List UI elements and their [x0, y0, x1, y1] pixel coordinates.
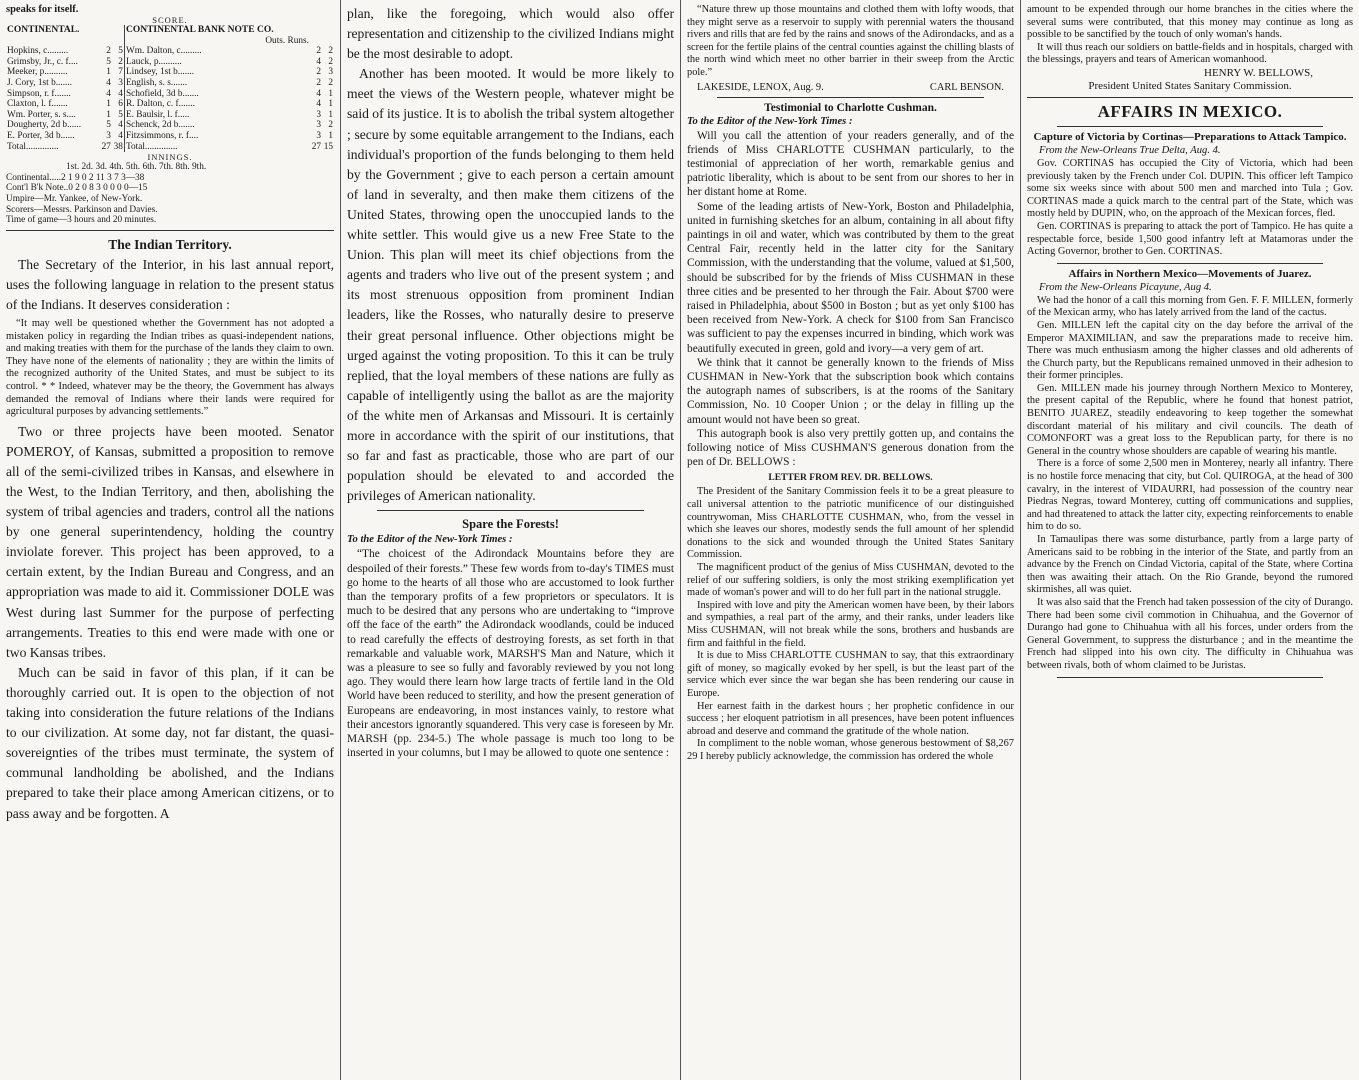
box-score-row	[6, 110, 334, 121]
letter-subhead: LETTER FROM REV. DR. BELLOWS.	[768, 473, 933, 484]
player-stat: 5	[118, 46, 123, 57]
player-stat: 4	[106, 88, 111, 99]
player-name: Dougherty, 2d b......	[7, 120, 82, 131]
divider	[1057, 677, 1323, 678]
article-paragraph: In Tamaulipas there was some disturbance, partly from a large party of Americans said to be robbing in the interior of the State, and partly from an advance by the French on Cindad Victoria, capital of the State, where Cortina then was awaiting their attach. On the Rio Grande, beyond the rumored skirmishes, all was quiet.	[1027, 534, 1353, 596]
innings-team-a: Continental.....2 1 9 0 2 11 3 7 3—38	[6, 172, 145, 183]
signature-name: CARL BENSON.	[929, 81, 1004, 93]
article-paragraph: Some of the leading artists of New-York, Boston and Philadelphia, united in furnishing sketches for an album, containing in all about fifty paintings in oil and water, which was contributed by them to the great Central Fair, recently held in the latter city for the Sanitary Commission, with the understanding that the volume, valued at $1,500, should be subscribed for by the friends of Miss CUSHMAN in these three cities and be presented to her through the Fair. About $700 were raised in Philadelphia, about $500 in Boston ; but as yet only $100 has been received from New-York. A check for $100 from San Francisco was sufficient to pay the expenses incurred in binding, which work was beautifully executed in green, gold and ivory—a very gem of art.	[687, 200, 1014, 355]
article-paragraph: Will you call the attention of your readers generally, and of the friends of Miss CHARLOTTE CUSHMAN particularly, to the testimonial of appreciation of her worth, remarkable genius and patriotic liberality, which is about to be sent from our shores to her in her distant home at Rome.	[687, 129, 1014, 199]
letter-paragraph: In compliment to the noble woman, whose generous bestowment of $8,267 29 I hereby publicly acknowledge, the commission has ordered the whole	[687, 738, 1014, 762]
article-paragraph: We think that it cannot be generally known to the friends of Miss CUSHMAN in New-York that the subscription book which contains the autograph names of subscribers, is at the rooms of the Sanitary Commission, No. 10 Cooper Union ; or the delay in filling up the amount would not have been so great.	[687, 356, 1014, 426]
article-paragraph: Two or three projects have been mooted. Senator POMEROY, of Kansas, submitted a proposition to remove all of the semi-civilized tribes in Kansas, and elsewhere in the West, to the Indian Territory, and then, abolishing the system of tribal agencies and traders, control all the nations by one general superintendency, holding the country inviolate forever. This project has been approved, to a certain extent, by the Indian Bureau and Congress, and an appropriation was made to aid it. Commissioner DOLE was West during last Summer for the purpose of perfecting arrangements. Treaties to this end were made with one or two Kansas tribes.	[6, 423, 334, 660]
letter-paragraph: The magnificent product of the genius of Miss CUSHMAN, devoted to the relief of our suffering soldiers, is only the most striking exemplification yet made of woman's power and will to do her full part in the national struggle.	[687, 562, 1014, 599]
player-stat: 1	[328, 130, 333, 141]
player-name: Wm. Porter, s. s....	[7, 109, 76, 120]
article-paragraph: Gov. CORTINAS has occupied the City of Victoria, which had been previously taken by the French under Col. DUPIN. This officer left Tampico some six weeks since with about 500 men and marched into Tula ; Gov. CORTINAS made a quick march to the central part of the State, which was mostly held by DUPIN, who, on the approach of the Mexican forces, fled.	[1027, 157, 1353, 220]
player-stat: 4	[118, 130, 123, 141]
article-paragraph: We had the honor of a call this morning from Gen. F. F. MILLEN, formerly of the Mexican army, who has lately arrived from the land of the cactus.	[1027, 294, 1353, 319]
box-score-row	[6, 46, 334, 57]
marsh-quote: “Nature threw up those mountains and clothed them with lofty woods, that they might serve as a reservoir to supply with perennial waters the thousand rivers and rills that are fed by the rains and snows of the Adirondacks, and as a screen for the fertile plains of the central counties against the chilling blasts of the north wind which meet no other barrier in their sweep from the Arctic pole.”	[687, 4, 1014, 78]
player-stat: 5	[118, 109, 123, 120]
player-name: English, s. s.......	[124, 78, 310, 89]
player-stat: 2	[328, 46, 333, 57]
player-stat: 4	[316, 88, 321, 99]
letter-paragraph: “The choicest of the Adirondack Mountains before they are despoiled of their forests.” These few words from to-day's TIMES must go home to the hearts of all those who are accustomed to look further than the temporary profits of a few proprietors or speculators. It is much to be desired that any persons who are undertaking to “improve off the face of the earth” the Adirondack woodlands, could be induced to read carefully the effects of destroying forests, as set forth in that remarkable and valuable work, MARSH'S Man and Nature, which it was a pleasure to see so fully and favorably reviewed by you not long ago. They would there learn how large tracts of fertile land in the Old World have been reduced to sterility, and how the present generation of Europeans are endeavoring, in most instances vainly, to restore what their ancestors ignorantly squandered. This very case is foreseen by Mr. MARSH (pp. 234-5.) The whole passage is much too long to be inserted in your columns, but I may be allowed to quote one sentence :	[347, 548, 674, 760]
article-paragraph: There is a force of some 2,500 men in Monterey, nearly all infantry. There is no hostile force menacing that city, but Col. QUIROGA, at the head of 300 cavalry, in the interest of VIDAURRI, had possession of the country near Piedras Negras, toward Monterey, cutting off communications and supplies, and had threatened to attack the latter city, expecting reinforcements to enable him to do so.	[1027, 458, 1353, 533]
player-stat: 4	[316, 56, 321, 67]
player-stat: 1	[106, 67, 111, 78]
divider	[6, 230, 334, 231]
column-4	[1020, 0, 1359, 1080]
divider	[1057, 263, 1323, 264]
box-score-row	[6, 67, 334, 78]
team-a-name: CONTINENTAL.	[7, 25, 80, 35]
player-name: Meeker, p..........	[7, 67, 68, 78]
article-paragraph: Gen. MILLEN made his journey through Northern Mexico to Monterey, the present capital of the Republic, where he found that honest patriot, BENITO JUAREZ, steadily endeavoring to keep together the somewhat discordant material of his military and civil councils. The death of COMONFORT was a great loss to the Republican party, for there is no General in the country whose shoulders are capable of wearing his mantle.	[1027, 382, 1353, 457]
box-score-row	[6, 99, 334, 110]
scorers-line: Scorers—Messrs. Parkinson and Davies.	[6, 204, 158, 215]
letter-paragraph: amount to be expended through our home branches in the cities where the several sums were contributed, that this money may continue as long as possible to be sanctified by the touch of only woman's hands.	[1027, 4, 1353, 41]
signature-place: LAKESIDE, LENOX, Aug. 9.	[697, 81, 824, 93]
player-stat: 7	[118, 67, 123, 78]
player-stat: 2	[328, 120, 333, 131]
article-paragraph: It was also said that the French had taken possession of the city of Durango. There had been some civil commotion in Chihuahua, and the Governor of Durango had gone to Chihuahua with all his forces, under orders from the General Government, to suppress the disturbance ; and in the meantime the French had slipped into his own city. The difficulty in Chihuahua was between rivals, both of whom claimed to be Juristas.	[1027, 596, 1353, 671]
player-stat: 3	[316, 120, 321, 131]
player-name: Claxton, l. f.......	[7, 99, 68, 110]
box-score-row	[6, 78, 334, 89]
player-stat: 5	[106, 56, 111, 67]
player-stat: 3	[316, 109, 321, 120]
innings-label: INNINGS.	[147, 152, 193, 163]
headline-affairs-in-mexico: AFFAIRS IN MEXICO.	[1097, 101, 1283, 121]
player-stat: 2	[118, 56, 123, 67]
letter-paragraph: The President of the Sanitary Commission feels it to be a great pleasure to call universal attention to the patriotic munificence of our distinguished countrywoman, Miss CHARLOTTE CUSHMAN, who, from the vessel in which she leaves our shores, modestly sends the full amount of her splendid donations to the sick and wounded through the United States Sanitary Commission.	[687, 486, 1014, 561]
dateline: From the New-Orleans True Delta, Aug. 4.	[1039, 144, 1221, 156]
player-name: Wm. Dalton, c.........	[124, 46, 310, 57]
player-name: Schofield, 3d b.......	[124, 89, 310, 100]
player-name: R. Dalton, c. f.......	[124, 99, 310, 110]
player-stat: 3	[316, 130, 321, 141]
column-1	[0, 0, 340, 1080]
outs-runs-header: Outs. Runs.	[124, 36, 310, 47]
player-stat: 4	[316, 99, 321, 110]
letter-paragraph: It is due to Miss CHARLOTTE CUSHMAN to say, that this extraordinary gift of money, so magically evoked by her spell, is but the least part of the service which ever since the war began she has been rendering our cause in Europe.	[687, 650, 1014, 699]
player-stat: 1	[106, 109, 111, 120]
player-stat: 1	[328, 88, 333, 99]
player-name: E. Porter, 3d b......	[7, 130, 75, 141]
innings-team-b: Cont'l B'k Note..0 2 0 8 3 0 0 0 0—15	[6, 183, 148, 194]
player-stat: 3	[328, 67, 333, 78]
player-name: J. Cory, 1st b.......	[7, 77, 72, 88]
article-paragraph: The Secretary of the Interior, in his last annual report, uses the following language in relation to the present status of the Indians. It deserves consideration :	[6, 256, 334, 312]
divider	[377, 510, 644, 511]
article-paragraph: plan, like the foregoing, which would also offer representation and citizenship to the civilized Indians might be the most desirable to adopt.	[347, 6, 674, 62]
umpire-line: Umpire—Mr. Yankee, of New-York.	[6, 193, 143, 204]
box-score-row	[6, 57, 334, 68]
innings-header: 1st. 2d. 3d. 4th. 5th. 6th. 7th. 8th. 9th.	[66, 162, 207, 173]
player-stat: 5	[106, 120, 111, 131]
player-name: Lauck, p..........	[124, 57, 310, 68]
signature-name: HENRY W. BELLOWS,	[1204, 66, 1313, 79]
column-3	[680, 0, 1020, 1080]
signature-title: President United States Sanitary Commission.	[1088, 79, 1292, 92]
player-stat: 2	[328, 56, 333, 67]
article-paragraph: This autograph book is also very prettily gotten up, and contains the following notice of Miss CUSHMAN'S generous donation from the pen of Dr. BELLOWS :	[687, 427, 1014, 469]
player-stat: 4	[106, 77, 111, 88]
headline-cushman-testimonial: Testimonial to Charlotte Cushman.	[764, 101, 937, 114]
player-stat: 1	[328, 109, 333, 120]
box-score-totals: Total.............. 27 38 Total.............. 27 15	[7, 141, 333, 152]
player-stat: 2	[316, 46, 321, 57]
player-stat: 2	[328, 77, 333, 88]
team-b-name: CONTINENTAL BANK NOTE CO.	[124, 25, 310, 36]
box-score-row	[6, 131, 334, 142]
divider	[1027, 97, 1353, 98]
article-quote: “It may well be questioned whether the Government has not adopted a mistaken policy in regarding the Indian tribes as quasi-independent nations, and making treaties with them for the purchase of the lands they claim to own. They have none of the elements of nationality ; they are within the limits of the recognized authority of the United States, and must be subject to its control. * * Indeed, whatever may be the theory, the Government has always demanded the removal of Indians where their lands were required for agricultural purposes by advancing settlements.”	[6, 317, 334, 418]
box-score-row	[6, 120, 334, 131]
player-name: Grimsby, Jr., c. f....	[7, 56, 78, 67]
player-stat: 2	[316, 77, 321, 88]
player-stat: 1	[328, 99, 333, 110]
article-paragraph: Another has been mooted. It would be more likely to meet the views of the Western people, whatever might be said of its justice. It is to abolish the tribal system altogether ; secure by some equitable arrangement to the Indians, each individual's proportion of the funds belonging to them held by the Government ; give to each person a certain amount of land in severalty, and then make them citizens of the United States, throwing open the unoccupied lands to the white settler. This would give us a new Free State to the Union. This plan will meet its chief objections from the agents and traders who live out of the present system ; and its most strenuous opposition from prominent Indian leaders, like the Rosses, who naturally desire to preserve their great personal influence. Other objections might be urged against the voting proposition. To this it can be truly replied, that the loyal members of these nations are fully as capable of intelligently using the ballot as are the majority of the white men of Arkansas and Missouri. It is certainly more in accordance with the spirit of our institutions, that so far and fast as practicable, those who are part of our population should be elevated to and accorded the privileges of American nationality.	[347, 66, 674, 504]
divider	[1057, 126, 1323, 127]
letter-paragraph: Inspired with love and pity the American women have been, by their labors and sympathies, a real part of the army, and their ranks, under leaders like Miss CUSHMAN, will not break while the sons, brothers and husbands are firm and faithful in the field.	[687, 599, 1014, 649]
player-name: Simpson, r. f.......	[7, 88, 71, 99]
player-name: Fitzsimmons, r. f....	[124, 131, 310, 142]
player-name: Lindsey, 1st b.......	[124, 67, 310, 78]
headline-spare-the-forests: Spare the Forests!	[462, 517, 559, 532]
letter-signature	[687, 82, 1014, 93]
article-paragraph: Gen. CORTINAS is preparing to attack the port of Tampico. He has quite a respectable force, beside 1,500 good infantry left at Matamoras under the Acting Governor, brother to Gen. CORTINAS.	[1027, 220, 1353, 258]
speaks-line: speaks for itself.	[6, 4, 79, 15]
to-editor-line: To the Editor of the New-York Times :	[687, 115, 853, 127]
player-stat: 3	[118, 77, 123, 88]
headline-indian-territory: The Indian Territory.	[108, 236, 232, 252]
time-line: Time of game—3 hours and 20 minutes.	[6, 215, 157, 226]
box-score-table	[6, 25, 334, 152]
player-name: Schenck, 2d b.......	[124, 120, 310, 131]
to-editor-line: To the Editor of the New-York Times :	[347, 534, 513, 546]
player-stat: 2	[106, 46, 111, 57]
box-score-row	[6, 89, 334, 100]
player-stat: 6	[118, 99, 123, 110]
article-paragraph: Gen. MILLEN left the capital city on the day before the arrival of the Emperor MAXIMILIAN, and saw the preparations made to receive him. There was much enthusiasm among the higher classes and old adherents of the Church party, but the Republicans remained unmoved in their adhesion to their former principles.	[1027, 319, 1353, 382]
article-paragraph: Much can be said in favor of this plan, if it can be thoroughly carried out. It is open to the objection of not taking into consideration the future relations of the Indians to our civilization. At some day, not far distant, the quasi-sovereignties of the tribes must terminate, the system of communal landholding be abolished, and the Indians prepared to take their place among American citizens, or to pass away and be forgotten. A	[6, 664, 334, 821]
divider	[717, 97, 984, 98]
player-name: Hopkins, c.........	[7, 46, 69, 57]
column-2	[340, 0, 680, 1080]
letter-paragraph: It will thus reach our soldiers on battle-fields and in hospitals, charged with the blessings, prayers and tears of American womanhood.	[1027, 41, 1353, 66]
player-stat: 3	[106, 130, 111, 141]
box-score-rows	[6, 46, 334, 141]
score-label: SCORE.	[152, 15, 188, 25]
player-name: E. Baulsir, l. f.....	[124, 110, 310, 121]
letter-paragraph: Her earnest faith in the darkest hours ; her prophetic confidence in our success ; her eloquent patriotism in all presences, have been potent influences abroad and deserve and command the gratitude of the whole nation.	[687, 700, 1014, 737]
subhead-victoria: Capture of Victoria by Cortinas—Preparations to Attack Tampico.	[1033, 130, 1347, 143]
dateline: From the New-Orleans Picayune, Aug 4.	[1039, 281, 1212, 293]
player-stat: 4	[118, 88, 123, 99]
player-stat: 4	[118, 120, 123, 131]
player-stat: 1	[106, 99, 111, 110]
player-stat: 2	[316, 67, 321, 78]
subhead-juarez: Affairs in Northern Mexico—Movements of Juarez.	[1068, 267, 1312, 280]
